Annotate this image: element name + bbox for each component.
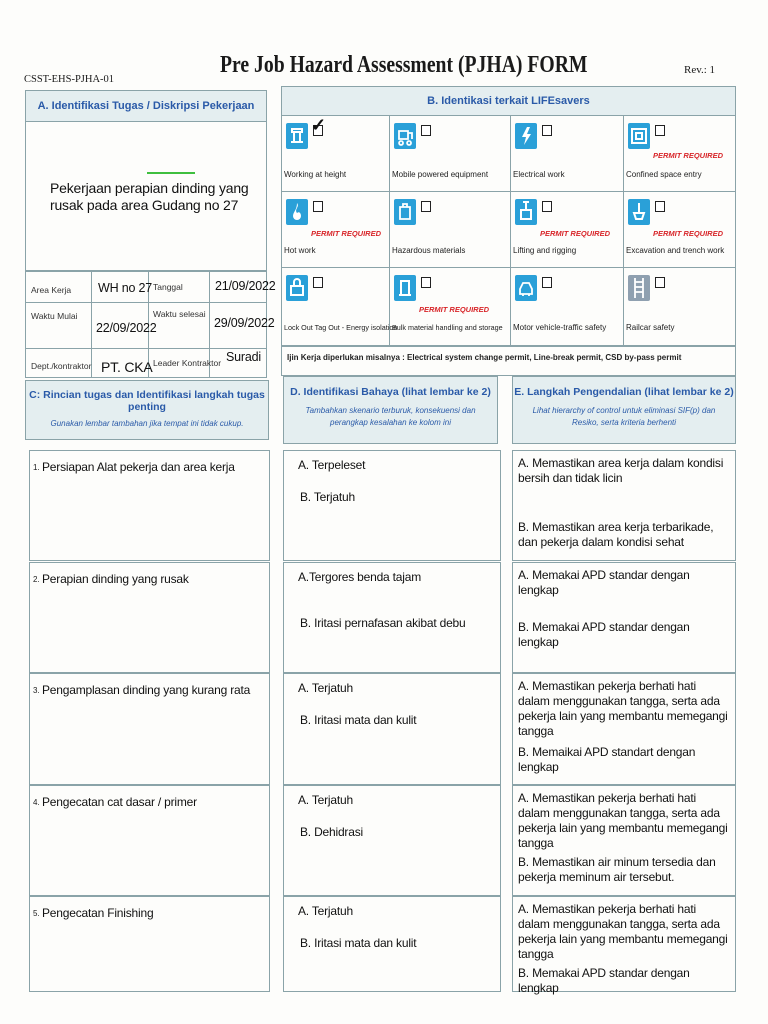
lifesaver-checkbox[interactable] (542, 125, 552, 136)
permit-required-badge: PERMIT REQUIRED (653, 229, 724, 238)
form-title: Pre Job Hazard Assessment (PJHA) FORM (220, 52, 588, 78)
lifesaver-checkbox[interactable] (421, 201, 431, 212)
leader-value: Suradi (226, 350, 261, 364)
lifesaver-label: Railcar safety (626, 323, 675, 332)
grid-line (623, 115, 624, 346)
control-a: A. Memastikan area kerja dalam kondisi bersih dan tidak licin (518, 456, 724, 485)
lifesaver-checkbox[interactable] (313, 201, 323, 212)
control-b: B. Memakai APD standar dengan lengkap (518, 966, 690, 995)
doc-code: CSST-EHS-PJHA-01 (24, 74, 115, 85)
rev-label: Rev.: 1 (684, 64, 716, 76)
area-kerja-value: WH no 27 (98, 281, 152, 295)
permit-required-badge: PERMIT REQUIRED (540, 229, 611, 238)
lifesaver-checkbox[interactable] (421, 277, 431, 288)
lifesaver-cell (283, 269, 398, 341)
lifesaver-label: Lock Out Tag Out - Energy isolation (284, 323, 398, 332)
lifesaver-label: Working at height (284, 170, 347, 179)
waktu-mulai-label: Waktu Mulai (31, 311, 78, 321)
section-e-header (512, 376, 736, 444)
lifesaver-label: Bulk material handling and storage (392, 323, 503, 332)
forklift-icon (394, 123, 416, 149)
lifesaver-checkbox[interactable] (655, 125, 665, 136)
hazard-b: B. Iritasi mata dan kulit (300, 936, 417, 950)
lifesaver-checkbox[interactable] (655, 201, 665, 212)
railcar-icon (628, 275, 650, 301)
lifesaver-checkbox[interactable] (421, 125, 431, 136)
check-mark-icon: ✓ (311, 115, 327, 135)
padlock-icon (286, 275, 308, 301)
lifesaver-cell (391, 269, 503, 341)
section-e-note: Lihat hierarchy of control untuk eliminasi SIF(p) dan Resiko, serta kriteria berhenti (532, 406, 716, 427)
lifesaver-cell (512, 193, 616, 265)
lifesaver-label: Electrical work (513, 170, 565, 179)
grid-line (25, 348, 267, 349)
grid-line (510, 115, 511, 346)
task-number: 5. (33, 909, 40, 918)
lifesaver-cell (391, 117, 495, 189)
hazard-a: A. Terjatuh (298, 681, 353, 695)
crane-hook-icon (515, 199, 537, 225)
section-d-note: Tambahkan skenario terburuk, konsekuensi dan perangkap kesalahan ke kolom ini (305, 406, 476, 427)
permit-note: Ijin Kerja diperlukan misalnya : Electrical system change permit, Line-break permit, CSD by-pass permit (287, 353, 682, 362)
hazard-b: B. Iritasi mata dan kulit (300, 713, 417, 727)
hazard-a: A. Terjatuh (298, 904, 353, 918)
permit-required-badge: PERMIT REQUIRED (653, 151, 724, 160)
task-number: 1. (33, 463, 40, 472)
lifesaver-cell (625, 117, 729, 189)
section-c-title: C: Rincian tugas dan Identifikasi langkah tugas penting (29, 389, 265, 413)
section-a-title: A. Identifikasi Tugas / Diskripsi Pekerjaan (37, 100, 255, 112)
lifesaver-label: Excavation and trench work (626, 246, 725, 255)
hazmat-icon (394, 199, 416, 225)
section-d-title: D. Identifikasi Bahaya (lihat lembar ke 2) (290, 386, 491, 398)
task-text: Persiapan Alat pekerja dan area kerja (42, 460, 235, 474)
lifesaver-cell (625, 269, 729, 341)
control-a: A. Memastikan pekerja berhati hati dalam menggunakan tangga, serta ada pekerja lain yang membantu memegangi tangga (518, 679, 728, 738)
waktu-selesai-value: 29/09/2022 (214, 316, 275, 330)
lifesaver-checkbox[interactable] (542, 201, 552, 212)
lifesaver-checkbox[interactable] (313, 277, 323, 288)
dept-label: Dept./kontraktor (31, 361, 92, 371)
control-b: B. Memaikai APD standart dengan lengkap (518, 745, 696, 774)
control-b: B. Memastikan area kerja terbarikade, dan pekerja dalam kondisi sehat (518, 520, 714, 549)
section-a-header (25, 90, 267, 122)
dept-value: PT. CKA (101, 359, 153, 375)
lifesaver-cell (391, 193, 495, 265)
ladder-icon (286, 123, 308, 149)
lightning-icon (515, 123, 537, 149)
section-d-header (283, 376, 498, 444)
lifesaver-checkbox[interactable] (542, 277, 552, 288)
lifesaver-label: Motor vehicle-traffic safety (513, 323, 607, 332)
section-c-note: Gunakan lembar tambahan jika tempat ini tidak cukup. (50, 419, 244, 428)
lifesaver-cell (625, 193, 729, 265)
grid-line (389, 115, 390, 346)
task-text: Pengecatan cat dasar / primer (42, 795, 197, 809)
section-b-title: B. Identikasi terkait LIFEsavers (427, 95, 590, 107)
task-text: Pengecatan Finishing (42, 906, 154, 920)
lifesaver-checkbox[interactable] (655, 277, 665, 288)
hazard-b: B. Terjatuh (300, 490, 355, 504)
hazard-a: A. Terpeleset (298, 458, 366, 472)
hazard-b: B. Dehidrasi (300, 825, 363, 839)
flame-icon (286, 199, 308, 225)
control-a: A. Memakai APD standar dengan lengkap (518, 568, 690, 597)
task-text: Perapian dinding yang rusak (42, 572, 189, 586)
task-number: 2. (33, 575, 40, 584)
green-marker (147, 172, 195, 174)
lifesaver-cell (512, 117, 616, 189)
lifesaver-label: Hazardous materials (392, 246, 466, 255)
waktu-mulai-value: 22/09/2022 (96, 321, 157, 335)
control-b: B. Memakai APD standar dengan lengkap (518, 620, 690, 649)
lifesaver-label: Hot work (284, 246, 316, 255)
control-b: B. Memastikan air minum tersedia dan pekerja meminum air tersebut. (518, 855, 716, 884)
permit-required-badge: PERMIT REQUIRED (419, 305, 490, 314)
lifesaver-cell (283, 193, 387, 265)
lifesaver-label: Confined space entry (626, 170, 702, 179)
grid-line (281, 267, 736, 268)
task-number: 3. (33, 686, 40, 695)
area-kerja-label: Area Kerja (31, 285, 72, 295)
lifesaver-cell (283, 117, 387, 189)
hazard-b: B. Iritasi pernafasan akibat debu (300, 616, 466, 630)
section-b-header (281, 86, 736, 116)
task-number: 4. (33, 798, 40, 807)
grid-line (281, 191, 736, 192)
section-e-title: E. Langkah Pengendalian (lihat lembar ke 2) (514, 386, 734, 398)
section-c-header (25, 380, 269, 440)
hazard-a: A.Tergores benda tajam (298, 570, 422, 584)
task-text: Pengamplasan dinding yang kurang rata (42, 683, 251, 697)
confined-space-icon (628, 123, 650, 149)
lifesaver-label: Mobile powered equipment (392, 170, 489, 179)
leader-label: Leader Kontraktor (153, 358, 222, 368)
grid-line (25, 302, 267, 303)
hazard-a: A. Terjatuh (298, 793, 353, 807)
storage-icon (394, 275, 416, 301)
task-description: Pekerjaan perapian dinding yang rusak pada area Gudang no 27 (50, 180, 249, 213)
tanggal-value: 21/09/2022 (215, 279, 276, 293)
excavator-icon (628, 199, 650, 225)
tanggal-label: Tanggal (153, 282, 183, 292)
lifesaver-cell (512, 269, 616, 341)
permit-required-badge: PERMIT REQUIRED (311, 229, 382, 238)
control-a: A. Memastikan pekerja berhati hati dalam menggunakan tangga, serta ada pekerja lain yang membantu memegangi tangga (518, 791, 728, 850)
control-a: A. Memastikan pekerja berhati hati dalam menggunakan tangga, serta ada pekerja lain yang membantu memegangi tangga (518, 902, 728, 961)
lifesaver-label: Lifting and rigging (513, 246, 577, 255)
vehicle-icon (515, 275, 537, 301)
waktu-selesai-label: Waktu selesai (153, 309, 206, 319)
